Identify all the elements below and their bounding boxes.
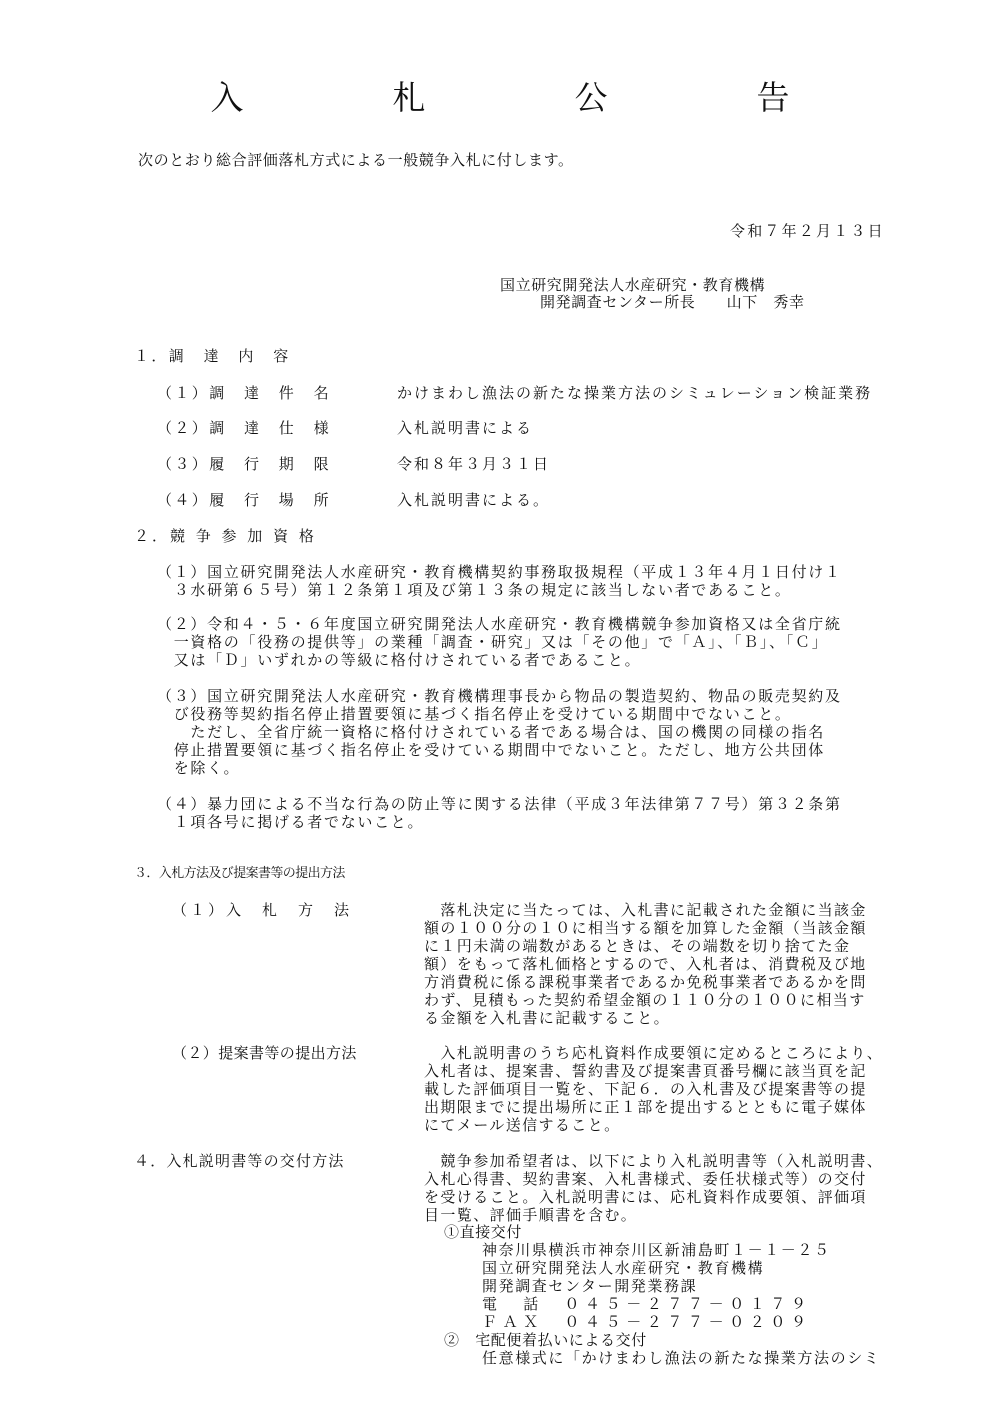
issuer-name: 開発調査センター所長 山下 秀幸 [540, 293, 805, 311]
section2-item-2-line: 一資格の「役務の提供等」の業種「調査・研究」又は「その他」で「Ａ」、「Ｂ」、「Ｃ」 [157, 633, 829, 651]
section2-item-3-line: を除く。 [157, 759, 241, 777]
section2-item-3-line: ただし、全省庁統一資格に格付けされている者である場合は、国の機関の同様の指名 [157, 723, 826, 741]
address-line: 神奈川県横浜市神奈川区新浦島町１－１－２５ [482, 1241, 831, 1259]
section1-label-4: （４）履 行 場 所 [157, 491, 332, 509]
section2-item-1 [157, 563, 842, 599]
section3-text-1-line: 額の１００分の１０に相当する額を加算した金額（当該金額 [424, 919, 867, 937]
section2-item-1-line: ３水研第６５号）第１２条第１項及び第１３条の規定に該当しない者であること。 [157, 581, 792, 599]
address-line: 開発調査センター開発業務課 [482, 1277, 698, 1295]
section2-item-1-line: （１）国立研究開発法人水産研究・教育機構契約事務取扱規程（平成１３年４月１日付け１ [157, 563, 842, 581]
section2-item-3-line: び役務等契約指名停止措置要領に基づく指名停止を受けている期間中でないこと。 [157, 705, 792, 723]
section1-value-1: かけまわし漁法の新たな操業方法のシミュレーション検証業務 [397, 384, 873, 402]
courier-delivery-text [482, 1349, 880, 1367]
section3-text-1-line: 落札決定に当たっては、入札書に記載された金額に当該金 [424, 901, 867, 919]
section3-text-1-line: に１円未満の端数があるときは、その端数を切り捨てた金 [424, 937, 851, 955]
section2-item-4-line: （４）暴力団による不当な行為の防止等に関する法律（平成３年法律第７７号）第３２条第 [157, 795, 842, 813]
intro-text: 次のとおり総合評価落札方式による一般競争入札に付します。 [138, 151, 574, 169]
section3-text-1-line: 方消費税に係る課税事業者であるか免税事業者であるかを問 [424, 973, 867, 991]
section2-item-4 [157, 795, 842, 831]
direct-delivery-address [482, 1241, 831, 1331]
section2-item-2-line: 又は「Ｄ」いずれかの等級に格付けされている者であること。 [157, 651, 642, 669]
section2-heading: ２．競 争 参 加 資 格 [134, 527, 317, 545]
phone-line: 電 話 ０４５－２７７－０１７９ [482, 1295, 812, 1313]
direct-delivery-label: ①直接交付 [444, 1223, 523, 1241]
courier-delivery-line: 任意様式に「かけまわし漁法の新たな操業方法のシミ [482, 1349, 881, 1367]
section1-heading: １．調 達 内 容 [134, 347, 291, 365]
section3-text-2-line: 出期限までに提出場所に正１部を提出するとともに電子媒体 [424, 1098, 867, 1116]
section2-item-2 [157, 615, 842, 669]
section3-text-2 [424, 1044, 883, 1134]
section3-text-2-line: にてメール送信すること。 [424, 1116, 621, 1134]
section4-text-line: を受けること。入札説明書には、応札資料作成要領、評価項 [424, 1188, 867, 1206]
section3-label-1: （１）入 札 方 法 [172, 901, 353, 919]
courier-delivery-label: ② 宅配便着払いによる交付 [444, 1331, 647, 1349]
section1-label-1: （１）調 達 件 名 [157, 384, 332, 402]
notice-title: 入 札 公 告 [210, 78, 848, 117]
section4-text [424, 1152, 883, 1224]
section3-text-1 [424, 901, 867, 1027]
section3-heading: ３．入札方法及び提案書等の提出方法 [134, 866, 345, 881]
section2-item-3-line: （３）国立研究開発法人水産研究・教育機構理事長から物品の製造契約、物品の販売契約及 [157, 687, 842, 705]
section1-value-4: 入札説明書による。 [397, 491, 551, 509]
section2-item-3-line: 停止措置要領に基づく指名停止を受けている期間中でないこと。ただし、地方公共団体 [157, 741, 826, 759]
section3-text-1-line: る金額を入札書に記載すること。 [424, 1009, 671, 1027]
section4-text-line: 目一覧、評価手順書を含む。 [424, 1206, 638, 1224]
section4-heading: ４．入札説明書等の交付方法 [134, 1152, 345, 1170]
address-line: 国立研究開発法人水産研究・教育機構 [482, 1259, 765, 1277]
section3-text-2-line: 入札者は、提案書、誓約書及び提案書頁番号欄に該当頁を記 [424, 1062, 867, 1080]
fax-line: ＦＡＸ ０４５－２７７－０２０９ [482, 1313, 812, 1331]
section1-value-2: 入札説明書による [397, 419, 534, 437]
section3-text-2-line: 入札説明書のうち応札資料作成要領に定めるところにより、 [424, 1044, 884, 1062]
section1-label-2: （２）調 達 仕 様 [157, 419, 332, 437]
section3-text-1-line: わず、見積もった契約希望金額の１１０分の１００に相当す [424, 991, 866, 1009]
notice-date: 令和７年２月１３日 [730, 222, 885, 240]
issuer-org: 国立研究開発法人水産研究・教育機構 [500, 276, 766, 294]
section2-item-2-line: （２）令和４・５・６年度国立研究開発法人水産研究・教育機構競争参加資格又は全省庁統 [157, 615, 842, 633]
section3-text-1-line: 額）をもって落札価格とするので、入札者は、消費税及び地 [424, 955, 867, 973]
section1-label-3: （３）履 行 期 限 [157, 455, 332, 473]
section3-label-2: （２）提案書等の提出方法 [172, 1044, 357, 1062]
section4-text-line: 競争参加希望者は、以下により入札説明書等（入札説明書、 [424, 1152, 884, 1170]
section3-text-2-line: 載した評価項目一覧を、下記６．の入札書及び提案書等の提 [424, 1080, 867, 1098]
section2-item-4-line: １項各号に掲げる者でないこと。 [157, 813, 425, 831]
section2-item-3 [157, 687, 842, 777]
section4-text-line: 入札心得書、契約書案、入札書様式、委任状様式等）の交付 [424, 1170, 867, 1188]
section1-value-3: 令和８年３月３１日 [397, 455, 551, 473]
